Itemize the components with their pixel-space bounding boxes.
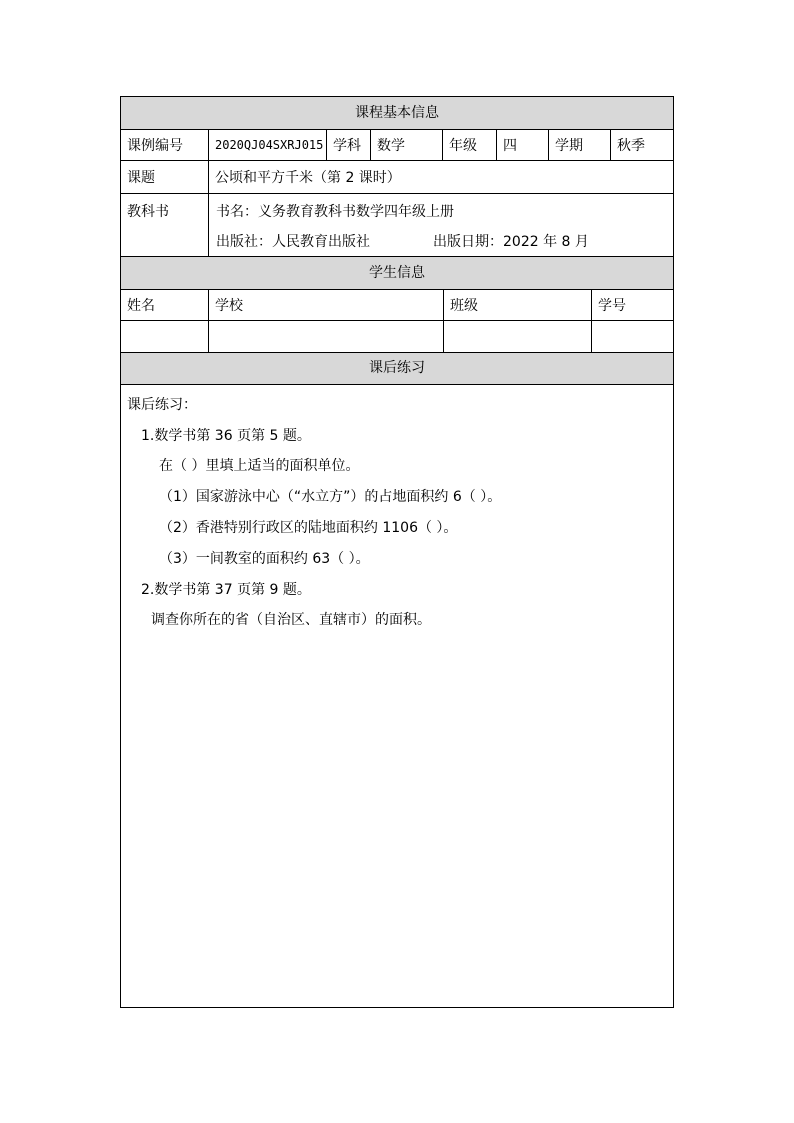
- exercise-intro: 课后练习：: [127, 397, 197, 413]
- course-id-value: 2020QJ04SXRJ015: [209, 130, 327, 160]
- exercise-body: [121, 385, 673, 1007]
- student-info-header: [121, 257, 673, 290]
- school-label: 学校: [209, 290, 444, 320]
- question-1-item: （3）一间教室的面积约 63（ ）。: [159, 551, 370, 567]
- number-field[interactable]: [592, 321, 673, 352]
- question-1-item: （2）香港特别行政区的陆地面积约 1106（ ）。: [159, 520, 458, 536]
- topic-label: 课题: [121, 161, 209, 193]
- question-2-instruction: 调查你所在的省（自治区、直辖市）的面积。: [151, 612, 431, 628]
- publish-date: 出版日期：2022 年 8 月: [433, 234, 589, 250]
- name-label: 姓名: [121, 290, 209, 320]
- question-1: 1.数学书第 36 页第 5 题。: [141, 428, 311, 444]
- name-field[interactable]: [121, 321, 209, 352]
- grade-label: 年级: [443, 130, 497, 160]
- course-info-header-text: 课程基本信息: [355, 105, 439, 121]
- course-id-row: [121, 130, 673, 161]
- class-label: 班级: [444, 290, 592, 320]
- student-labels-row: [121, 290, 673, 321]
- question-1-instruction: 在（ ）里填上适当的面积单位。: [159, 458, 360, 474]
- grade-value: 四: [497, 130, 549, 160]
- topic-row: [121, 161, 673, 194]
- textbook-row: [121, 194, 673, 257]
- topic-value: 公顷和平方千米（第 2 课时）: [215, 170, 401, 186]
- course-sheet: [120, 96, 674, 1008]
- course-info-header: [121, 97, 673, 130]
- exercise-header: [121, 353, 673, 385]
- subject-label: 学科: [327, 130, 371, 160]
- exercise-header-text: 课后练习: [369, 360, 425, 376]
- class-field[interactable]: [444, 321, 592, 352]
- book-name: 书名：义务教育教科书数学四年级上册: [216, 204, 454, 220]
- subject-value: 数学: [371, 130, 443, 160]
- question-1-item: （1）国家游泳中心（“水立方”）的占地面积约 6（ ）。: [159, 489, 502, 505]
- student-info-header-text: 学生信息: [369, 265, 425, 281]
- student-entry-row: [121, 321, 673, 353]
- textbook-label: 教科书: [121, 194, 209, 256]
- school-field[interactable]: [209, 321, 444, 352]
- number-label: 学号: [598, 298, 626, 314]
- question-2: 2.数学书第 37 页第 9 题。: [141, 582, 311, 598]
- course-id-label: 课例编号: [121, 130, 209, 160]
- publisher: 出版社：人民教育出版社: [216, 234, 370, 250]
- term-label: 学期: [549, 130, 611, 160]
- term-value: 秋季: [617, 138, 645, 154]
